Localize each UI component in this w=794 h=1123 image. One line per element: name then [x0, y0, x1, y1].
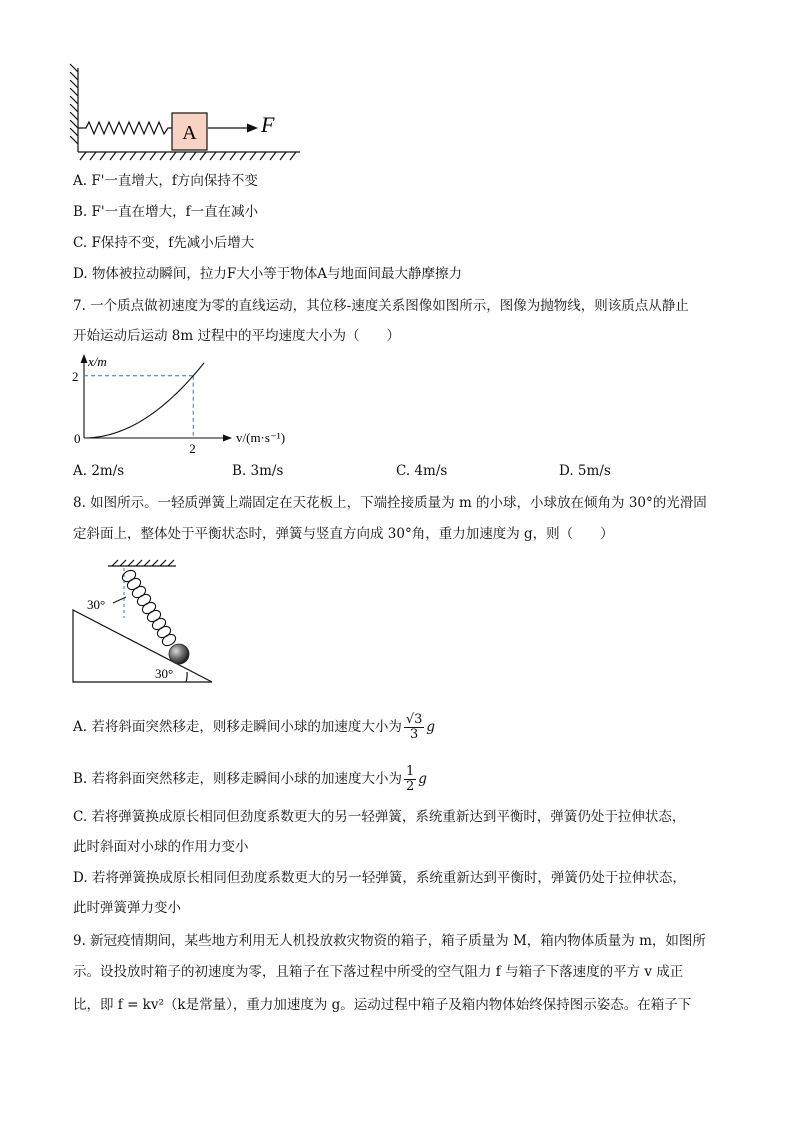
block-label: A [182, 122, 197, 144]
incline [73, 610, 212, 682]
origin-tick-label: 0 [74, 431, 81, 446]
q8-stem-line2: 定斜面上，整体处于平衡状态时，弹簧与竖直方向成 30°角，重力加速度为 g，则（ ） [73, 526, 614, 542]
q7-option-a: A. 2m/s [73, 463, 125, 479]
q6-option-d: D. 物体被拉动瞬间，拉力F大小等于物体A与地面间最大静摩擦力 [73, 266, 463, 282]
q8-option-c-line1: C. 若将弹簧换成原长相同但劲度系数更大的另一轻弹簧，系统重新达到平衡时，弹簧仍处于拉伸状态， [73, 809, 686, 825]
q9-stem-line1: 9. 新冠疫情期间，某些地方利用无人机投放救灾物资的箱子，箱子质量为 M，箱内物体质量为 m，如图所 [73, 933, 706, 949]
q7-option-c: C. 4m/s [396, 463, 448, 479]
angle-bottom-label: 30° [155, 666, 174, 681]
q6-option-b: B. F'一直在增大，f一直在减小 [73, 204, 259, 220]
q8-option-d-line1: D. 若将弹簧换成原长相同但劲度系数更大的另一轻弹簧，系统重新达到平衡时，弹簧仍处于拉伸状态， [73, 870, 686, 886]
force-label: F [261, 112, 275, 137]
q8-option-a: A. 若将斜面突然移走，则移走瞬间小球的加速度大小为 $\frac{√3}{3}$ g [73, 712, 436, 742]
q9-stem-line3: 比，即 f = kv²（k是常量），重力加速度为 g。运动过程中箱子及箱内物体始终保持图示姿态。在箱子下 [73, 997, 692, 1013]
ball [169, 644, 189, 664]
q8-option-c-line2: 此时斜面对小球的作用力变小 [73, 839, 249, 855]
x-axis-label: v/(m·s⁻¹) [236, 430, 286, 445]
angle-top-label: 30° [87, 597, 106, 612]
spring-coils [120, 568, 177, 648]
q7-stem-line2: 开始运动后运动 8m 过程中的平均速度大小为（ ） [73, 328, 400, 344]
fraction-sqrt3-over-3: $\frac{√3}{3}$ [405, 712, 423, 742]
q9-stem-line2: 示。设投放时箱子的初速度为零，且箱子在下落过程中所受的空气阻力 f 与箱子下落速度的平方 v 成正 [73, 964, 684, 980]
y-axis-label: x/m [88, 354, 107, 369]
q6-option-c: C. F保持不变，f先减小后增大 [73, 235, 255, 251]
q8-option-d-line2: 此时弹簧弹力变小 [73, 900, 181, 916]
q6-option-a: A. F'一直增大，f方向保持不变 [73, 173, 258, 189]
fraction-one-half: $\frac{1}{2}$ [406, 764, 415, 794]
q7-stem-line1: 7. 一个质点做初速度为零的直线运动，其位移-速度关系图像如图所示，图像为抛物线，则该质点从静止 [73, 298, 689, 314]
q8-stem-line1: 8. 如图所示。一轻质弹簧上端固定在天花板上，下端拴接质量为 m 的小球，小球放在倾角为 30°的光滑固 [73, 495, 707, 511]
angle-arc [186, 672, 187, 682]
q8-option-b: B. 若将斜面突然移走，则移走瞬间小球的加速度大小为 $\frac{1}{2}$ g [73, 764, 427, 794]
q7-option-d: D. 5m/s [559, 463, 611, 479]
y-tick-label: 2 [72, 368, 79, 384]
q7-option-b: B. 3m/s [232, 463, 284, 479]
x-tick-label: 2 [189, 441, 196, 456]
